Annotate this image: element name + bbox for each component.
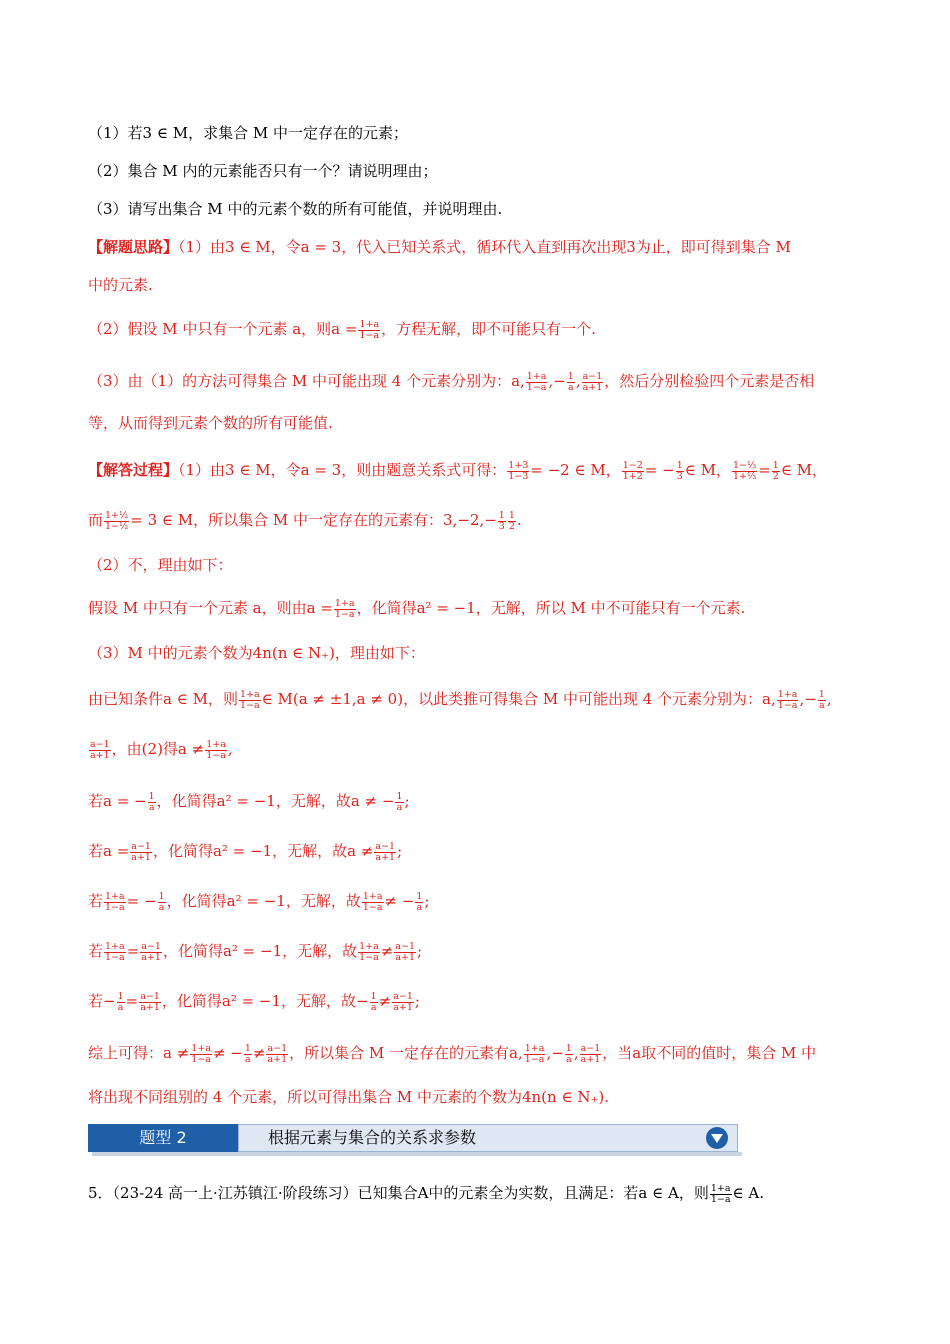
chevron-down-icon[interactable] [706, 1127, 728, 1149]
sol-line-3a: 由已知条件a ∈ M，则 $\frac{1+a}{1-a}$ ∈ M(a ≠ ±1,a ≠ 0)，以此类推可得集合 M 中可能出现 4 个元素分别为：a, $\frac{1+a}{1-a}$ ,− $\frac{1}{a}$ , [88, 688, 832, 711]
question-part-1: （1）若3 ∈ M，求集合 M 中一定存在的元素； [88, 124, 408, 142]
think-tag: 【解题思路】 [88, 238, 179, 256]
sol-line-2a: 假设 M 中只有一个元素 a，则由a = $\frac{1+a}{1-a}$ ，化简得a² = −1，无解，所以 M 中不可能只有一个元素. [88, 597, 746, 620]
sol-line-2: （2）不，理由如下： [88, 556, 233, 574]
question-part-3: （3）请写出集合 M 中的元素个数的所有可能值，并说明理由. [88, 200, 503, 218]
sol-line-3: （3）M 中的元素个数为4n(n ∈ N₊)，理由如下： [88, 644, 425, 662]
sol-line-1b: 而 $\frac{\text{1+½}}{\text{1−½}}$ = 3 ∈ M，所以集合 M 中一定存在的元素有：3,−2,− $\frac{1}{3}$ $\frac{1}{2}$ . [88, 509, 522, 532]
summary-line-1: 综上可得：a ≠ $\frac{1+a}{1-a}$ ≠ − $\frac{1}{a}$ ≠ $\frac{a-1}{a+1}$ ，所以集合 M 一定存在的元素有a, $\frac{1+a}{1-a}$ ,− $\frac{1}{a}$ , $\frac{a-1}{a+1}$ ，当a取不同的值时，集合 M 中 [88, 1042, 817, 1065]
case-1: 若a = − $\frac{1}{a}$ ，化简得a² = −1，无解，故a ≠ − $\frac{1}{a}$ ; [88, 790, 410, 813]
think-line-1: 【解题思路】（1）由3 ∈ M，令a = 3，代入已知关系式，循环代入直到再次出现3为止，即可得到集合 M [88, 238, 791, 256]
section-banner [88, 1124, 738, 1152]
think-line-1b: 中的元素. [88, 276, 153, 294]
question-part-2: （2）集合 M 内的元素能否只有一个？请说明理由； [88, 162, 438, 180]
summary-line-2: 将出现不同组别的 4 个元素，所以可得出集合 M 中元素的个数为4n(n ∈ N₊). [88, 1088, 609, 1106]
case-2: 若a = $\frac{a-1}{a+1}$ ，化简得a² = −1，无解，故a ≠ $\frac{a-1}{a+1}$ ; [88, 840, 403, 863]
section-title: 根据元素与集合的关系求参数 [268, 1128, 477, 1147]
think-line-3b: 等，从而得到元素个数的所有可能值. [88, 414, 333, 432]
banner-shadow [92, 1152, 742, 1156]
sol-tag: 【解答过程】 [88, 461, 179, 479]
case-3: 若 $\frac{1+a}{1-a}$ = − $\frac{1}{a}$ ，化简得a² = −1，无解，故 $\frac{1+a}{1-a}$ ≠ − $\frac{1}{a}$ ; [88, 890, 430, 913]
sol-line-1: 【解答过程】（1）由3 ∈ M，令a = 3，则由题意关系式可得： $\frac{1+3}{1-3}$ = −2 ∈ M， $\frac{1-2}{1+2}$ = − $\frac{1}{3}$ ∈ M， $\frac{\text{1−⅓}}{\text{1+⅓}}$ = $\frac{1}{2}$ ∈ M， [88, 459, 828, 482]
think-line-2: （2）假设 M 中只有一个元素 a，则a = $\frac{1+a}{1-a}$ ，方程无解，即不可能只有一个. [88, 318, 596, 341]
section-label: 题型 2 [88, 1124, 238, 1152]
case-4: 若 $\frac{1+a}{1-a}$ = $\frac{a-1}{a+1}$ ，化简得a² = −1，无解，故 $\frac{1+a}{1-a}$ ≠ $\frac{a-1}{a+1}$ ; [88, 940, 423, 963]
question-5: 5．（23-24 高一上·江苏镇江·阶段练习）已知集合A中的元素全为实数，且满足：若a ∈ A，则 $\frac{1+a}{1-a}$ ∈ A. [88, 1182, 764, 1205]
sol-line-3b: $\frac{a-1}{a+1}$ ，由(2)得a ≠ $\frac{1+a}{1-a}$ , [90, 738, 233, 761]
think-line-3: （3）由（1）的方法可得集合 M 中可能出现 4 个元素分别为：a, $\frac{1+a}{1-a}$ ,− $\frac{1}{a}$ , $\frac{a-1}{a+1}$ ，然后分别检验四个元素是否相 [88, 370, 815, 393]
case-5: 若− $\frac{1}{a}$ = $\frac{a-1}{a+1}$ ，化简得a² = −1，无解，故− $\frac{1}{a}$ ≠ $\frac{a-1}{a+1}$ ; [88, 990, 420, 1013]
